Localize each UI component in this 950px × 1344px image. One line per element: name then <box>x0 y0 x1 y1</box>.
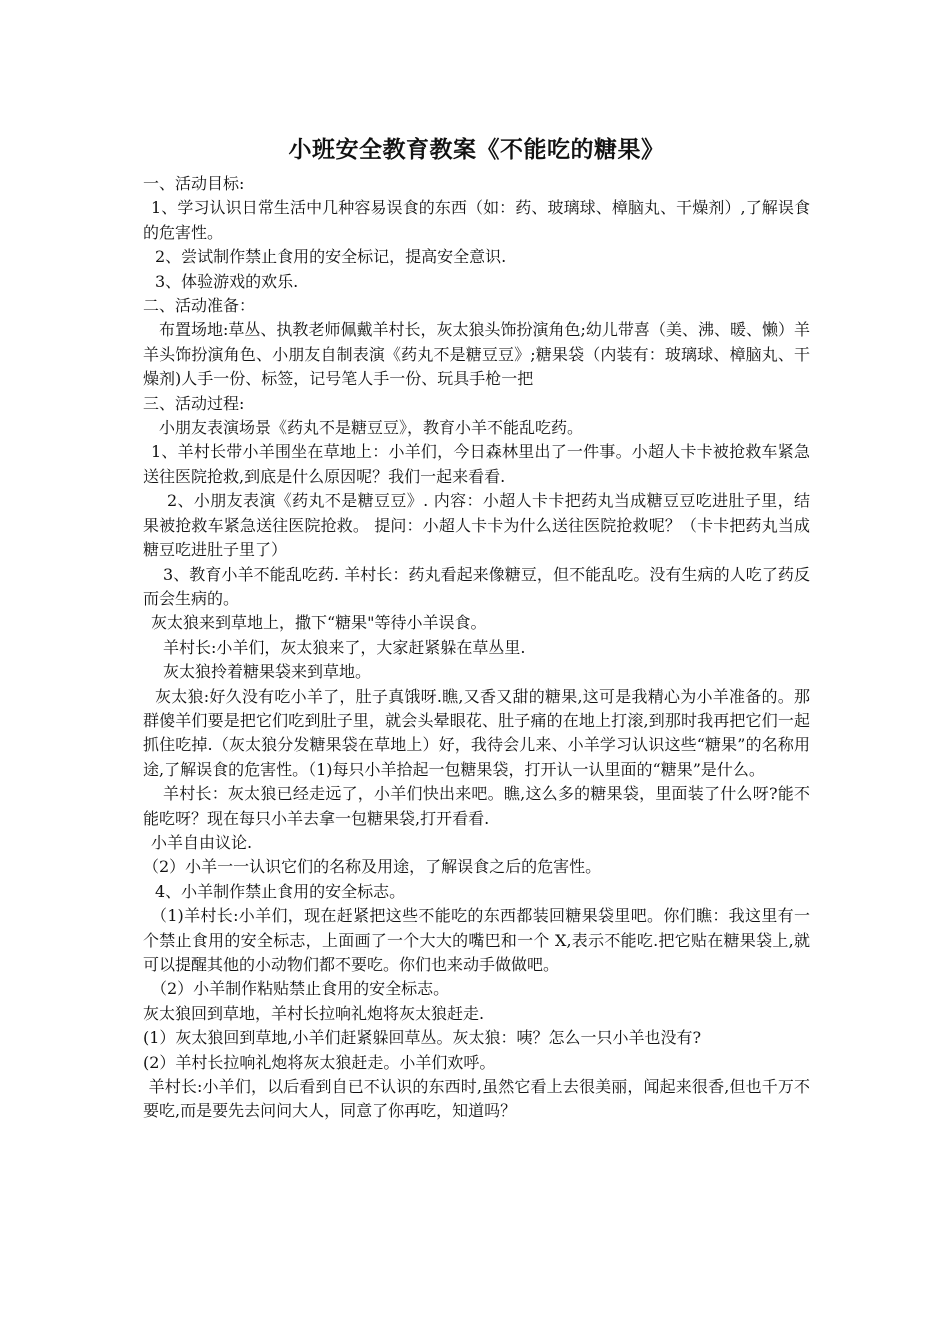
paragraph: （1)羊村长:小羊们，现在赶紧把这些不能吃的东西都装回糖果袋里吧。你们瞧：我这里有一个禁止食用的安全标志，上面画了一个大大的嘴巴和一个 X,表示不能吃.把它贴在糖果袋上,就可以提醒其他的小动物们都不要吃。你们也来动手做做吧。 <box>143 906 810 974</box>
paragraph: (2）羊村长拉响礼炮将灰太狼赶走。小羊们欢呼。 <box>143 1052 496 1072</box>
paragraph: 2、小朋友表演《药丸不是糖豆豆》. 内容：小超人卡卡把药丸当成糖豆豆吃进肚子里，结果被抢救车紧急送往医院抢救。 提问：小超人卡卡为什么送往医院抢救呢？（卡卡把药丸当成糖豆吃进肚子里了） <box>143 491 810 560</box>
paragraph: 布置场地:草丛、执教老师佩戴羊村长，灰太狼头饰扮演角色;幼儿带喜（美、沸、暖、懒）羊羊头饰扮演角色、小朋友自制表演《药丸不是糖豆豆》;糖果袋（内装有：玻璃球、樟脑丸、干燥剂)人手一份、标签，记号笔人手一份、玩具手枪一把 <box>143 320 810 389</box>
paragraph: 4、小羊制作禁止食用的安全标志。 <box>155 881 406 901</box>
paragraph: 灰太狼:好久没有吃小羊了，肚子真饿呀.瞧,又香又甜的糖果,这可是我精心为小羊准备的。那群傻羊们要是把它们吃到肚子里，就会头晕眼花、肚子痛的在地上打滚,到那时我再把它们一起抓住吃掉.（灰太狼分发糖果袋在草地上）好，我待会儿来、小羊学习认识这些“糖果”的名称用途,了解误食的危害性。（1)每只小羊拾起一包糖果袋，打开认一认里面的“糖果”是什么。 <box>143 686 810 779</box>
paragraph: 3、教育小羊不能乱吃药. 羊村长：药丸看起来像糖豆，但不能乱吃。没有生病的人吃了药反而会生病的。 <box>143 564 810 608</box>
document-title: 小班安全教育教案《不能吃的糖果》 <box>288 136 665 163</box>
paragraph: （2）小羊制作粘贴禁止食用的安全标志。 <box>151 979 450 999</box>
document-body <box>143 172 810 1124</box>
paragraph: 羊村长:小羊们，灰太狼来了，大家赶紧躲在草丛里. <box>163 637 526 657</box>
paragraph: 灰太狼回到草地，羊村长拉响礼炮将灰太狼赶走. <box>143 1003 485 1023</box>
paragraph: 1、羊村长带小羊围坐在草地上：小羊们，今日森林里出了一件事。小超人卡卡被抢救车紧急送往医院抢救,到底是什么原因呢？我们一起来看看. <box>143 442 810 486</box>
paragraph: 2、尝试制作禁止食用的安全标记，提高安全意识. <box>155 247 507 267</box>
paragraph: （2）小羊一一认识它们的名称及用途，了解误食之后的危害性。 <box>143 857 602 877</box>
paragraph: 一、活动目标: <box>143 174 245 193</box>
paragraph: 三、活动过程: <box>143 393 245 413</box>
paragraph: 羊村长:小羊们，以后看到自已不认识的东西时,虽然它看上去很美丽，闻起来很香,但也千万不要吃,而是要先去问问大人，同意了你再吃，知道吗？ <box>143 1077 810 1121</box>
paragraph: 灰太狼拎着糖果袋来到草地。 <box>163 662 372 682</box>
paragraph: 小朋友表演场景《药丸不是糖豆豆》，教育小羊不能乱吃药。 <box>159 418 584 438</box>
paragraph: (1）灰太狼回到草地,小羊们赶紧躲回草丛。灰太狼：咦？怎么一只小羊也没有? <box>143 1028 702 1048</box>
paragraph: 小羊自由议论. <box>151 832 253 852</box>
paragraph: 羊村长：灰太狼已经走远了，小羊们快出来吧。瞧,这么多的糖果袋，里面装了什么呀?能不能吃呀？现在每只小羊去拿一包糖果袋,打开看看. <box>143 784 810 828</box>
paragraph: 灰太狼来到草地上，撒下“糖果"等待小羊误食。 <box>151 613 487 633</box>
paragraph: 二、活动准备： <box>143 296 256 316</box>
document-page <box>143 130 810 1124</box>
paragraph: 3、体验游戏的欢乐. <box>155 271 299 291</box>
paragraph: 1、学习认识日常生活中几种容易误食的东西（如：药、玻璃球、樟脑丸、干燥剂）,了解误食的危害性。 <box>143 198 810 242</box>
